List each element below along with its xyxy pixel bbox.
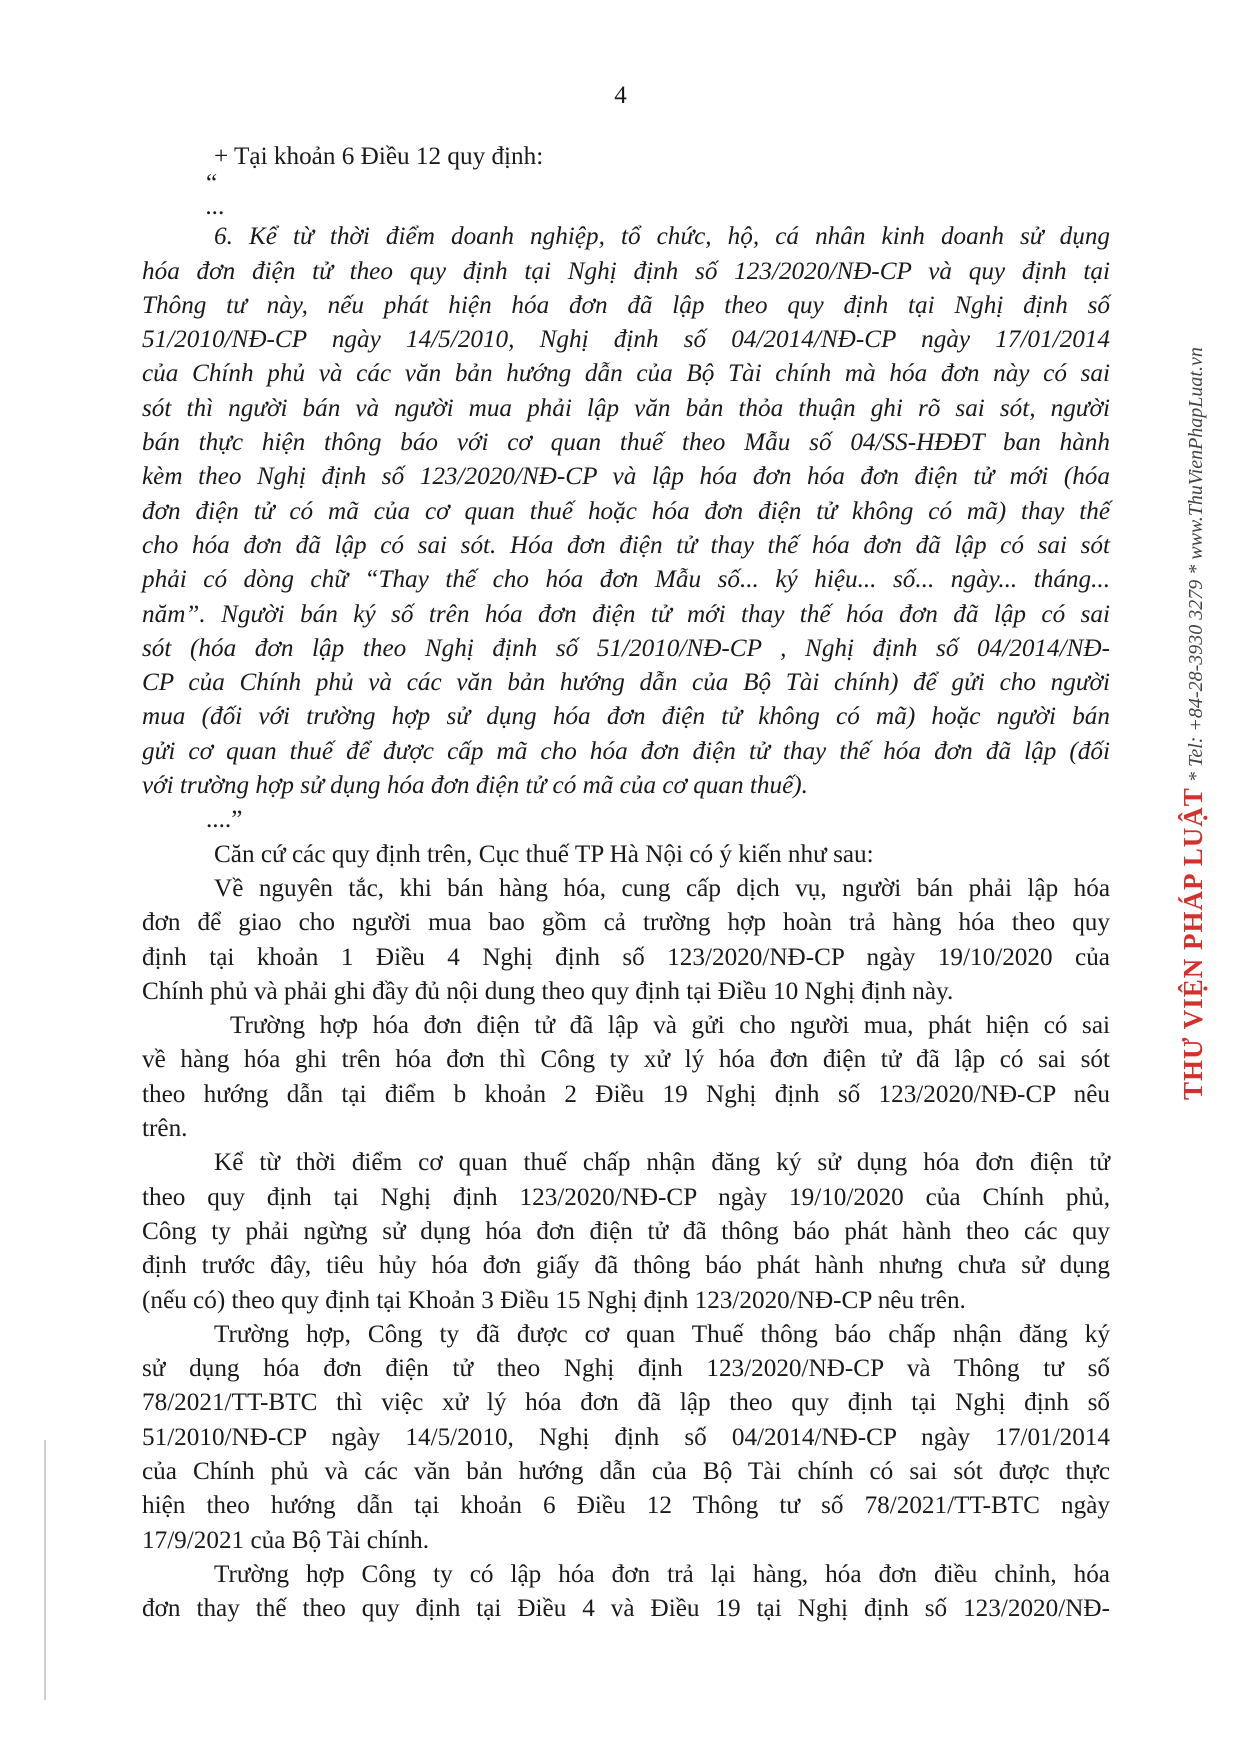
quote-close-mark: ....” <box>206 806 243 834</box>
paragraph-line: Về nguyên tắc, khi bán hàng hóa, cung cấp dịch vụ, người bán phải lập hóa <box>214 874 1110 902</box>
watermark-contact: * Tel: +84-28-3930 3279 * www.ThuVienPhapLuat.vn <box>1185 347 1207 782</box>
paragraph-line: Trường hợp, Công ty đã được cơ quan Thuế thông báo chấp nhận đăng ký <box>214 1320 1110 1348</box>
paragraph-line: của Chính phủ và các văn bản hướng dẫn của Bộ Tài chính có sai sót được thực <box>142 1457 1110 1485</box>
paragraph-line: đơn thay thế theo quy định tại Điều 4 và Điều 19 tại Nghị định số 123/2020/NĐ- <box>142 1595 1110 1623</box>
paragraph <box>142 1009 1110 1146</box>
quoted-line: mua (đối với trường hợp sử dụng hóa đơn điện tử không có mã) hoặc người bán <box>142 703 1110 731</box>
paragraph-line: định trước đây, tiêu hủy hóa đơn giấy đã thông báo phát hành nhưng chưa sử dụng <box>142 1252 1110 1280</box>
paragraph-line: định tại khoản 1 Điều 4 Nghị định số 123/2020/NĐ-CP ngày 19/10/2020 của <box>142 943 1110 971</box>
quoted-line: với trường hợp sử dụng hóa đơn điện tử có mã của cơ quan thuế). <box>142 772 808 800</box>
scan-margin-line <box>44 1440 46 1700</box>
watermark-text <box>1178 347 1209 1100</box>
quoted-line: đơn điện tử có mã của cơ quan thuế hoặc hóa đơn điện tử không có mã) thay thế <box>142 497 1110 525</box>
paragraph-line: Trường hợp hóa đơn điện tử đã lập và gửi cho người mua, phát hiện có sai <box>230 1012 1110 1040</box>
quoted-line: năm”. Người bán ký số trên hóa đơn điện tử mới thay thế hóa đơn đã lập có sai <box>142 600 1110 628</box>
quote-open-mark: “ <box>206 170 218 198</box>
quoted-line: CP của Chính phủ và các văn bản hướng dẫn của Bộ Tài chính) để gửi cho người <box>142 669 1110 697</box>
paragraph-line: hiện theo hướng dẫn tại khoản 6 Điều 12 Thông tư số 78/2021/TT-BTC ngày <box>142 1492 1110 1520</box>
watermark-brand: THƯ VIỆN PHÁP LUẬT <box>1178 787 1208 1100</box>
quoted-line: bán thực hiện thông báo với cơ quan thuế theo Mẫu số 04/SS-HĐĐT ban hành <box>142 429 1110 457</box>
quoted-line: cho hóa đơn đã lập có sai sót. Hóa đơn điện tử thay thế hóa đơn đã lập có sai sót <box>142 531 1110 559</box>
paragraph <box>142 872 1110 1009</box>
document-body <box>142 140 1110 1626</box>
paragraph <box>142 1318 1110 1558</box>
quoted-line: sót thì người bán và người mua phải lập văn bản thỏa thuận ghi rõ sai sót, người <box>142 394 1110 422</box>
quoted-line: của Chính phủ và các văn bản hướng dẫn của Bộ Tài chính mà hóa đơn này có sai <box>142 360 1110 388</box>
quoted-line: kèm theo Nghị định số 123/2020/NĐ-CP và lập hóa đơn hóa đơn điện tử mới (hóa <box>142 463 1110 491</box>
paragraph-line: Trường hợp Công ty có lập hóa đơn trả lại hàng, hóa đơn điều chỉnh, hóa <box>214 1560 1110 1588</box>
section-heading: + Tại khoản 6 Điều 12 quy định: <box>214 143 544 170</box>
quoted-line: gửi cơ quan thuế để được cấp mã cho hóa đơn điện tử thay thế hóa đơn đã lập (đối <box>142 737 1110 765</box>
quoted-regulation <box>142 220 1110 803</box>
quoted-line: sót (hóa đơn lập theo Nghị định số 51/2010/NĐ-CP , Nghị định số 04/2014/NĐ- <box>142 634 1110 662</box>
paragraph-line: trên. <box>142 1115 188 1143</box>
paragraph <box>142 1558 1110 1627</box>
quote-ellipsis: ... <box>206 193 225 221</box>
paragraph-line: đơn để giao cho người mua bao gồm cả trường hợp hoàn trả hàng hóa theo quy <box>142 909 1110 937</box>
quoted-line: 51/2010/NĐ-CP ngày 14/5/2010, Nghị định số 04/2014/NĐ-CP ngày 17/01/2014 <box>142 326 1110 354</box>
paragraph-line: (nếu có) theo quy định tại Khoản 3 Điều 15 Nghị định 123/2020/NĐ-CP nêu trên. <box>142 1286 966 1314</box>
intro-line: Căn cứ các quy định trên, Cục thuế TP Hà Nội có ý kiến như sau: <box>214 840 874 868</box>
paragraph-line: sử dụng hóa đơn điện tử theo Nghị định 123/2020/NĐ-CP và Thông tư số <box>142 1355 1110 1383</box>
paragraph-line: 78/2021/TT-BTC thì việc xử lý hóa đơn đã lập theo quy định tại Nghị định số <box>142 1389 1110 1417</box>
paragraph-line: Chính phủ và phải ghi đầy đủ nội dung theo quy định tại Điều 10 Nghị định này. <box>142 977 954 1005</box>
quoted-line: hóa đơn điện tử theo quy định tại Nghị định số 123/2020/NĐ-CP và quy định tại <box>142 257 1110 285</box>
paragraph-line: theo quy định tại Nghị định 123/2020/NĐ-CP ngày 19/10/2020 của Chính phủ, <box>142 1183 1110 1211</box>
paragraph <box>142 1146 1110 1317</box>
paragraph-line: theo hướng dẫn tại điểm b khoản 2 Điều 19 Nghị định số 123/2020/NĐ-CP nêu <box>142 1080 1110 1108</box>
paragraph-line: về hàng hóa ghi trên hóa đơn thì Công ty xử lý hóa đơn điện tử đã lập có sai sót <box>142 1046 1110 1074</box>
paragraph-line: Công ty phải ngừng sử dụng hóa đơn điện tử đã thông báo phát hành theo các quy <box>142 1217 1110 1245</box>
page-number: 4 <box>614 82 627 109</box>
quoted-line: phải có dòng chữ “Thay thế cho hóa đơn Mẫu số... ký hiệu... số... ngày... tháng... <box>142 566 1110 594</box>
quoted-line: 6. Kể từ thời điểm doanh nghiệp, tổ chức, hộ, cá nhân kinh doanh sử dụng <box>214 223 1110 251</box>
quoted-line: Thông tư này, nếu phát hiện hóa đơn đã lập theo quy định tại Nghị định số <box>142 291 1110 319</box>
paragraph-line: Kể từ thời điểm cơ quan thuế chấp nhận đăng ký sử dụng hóa đơn điện tử <box>214 1149 1110 1177</box>
paragraph-line: 17/9/2021 của Bộ Tài chính. <box>142 1526 430 1554</box>
paragraph-line: 51/2010/NĐ-CP ngày 14/5/2010, Nghị định số 04/2014/NĐ-CP ngày 17/01/2014 <box>142 1423 1110 1451</box>
